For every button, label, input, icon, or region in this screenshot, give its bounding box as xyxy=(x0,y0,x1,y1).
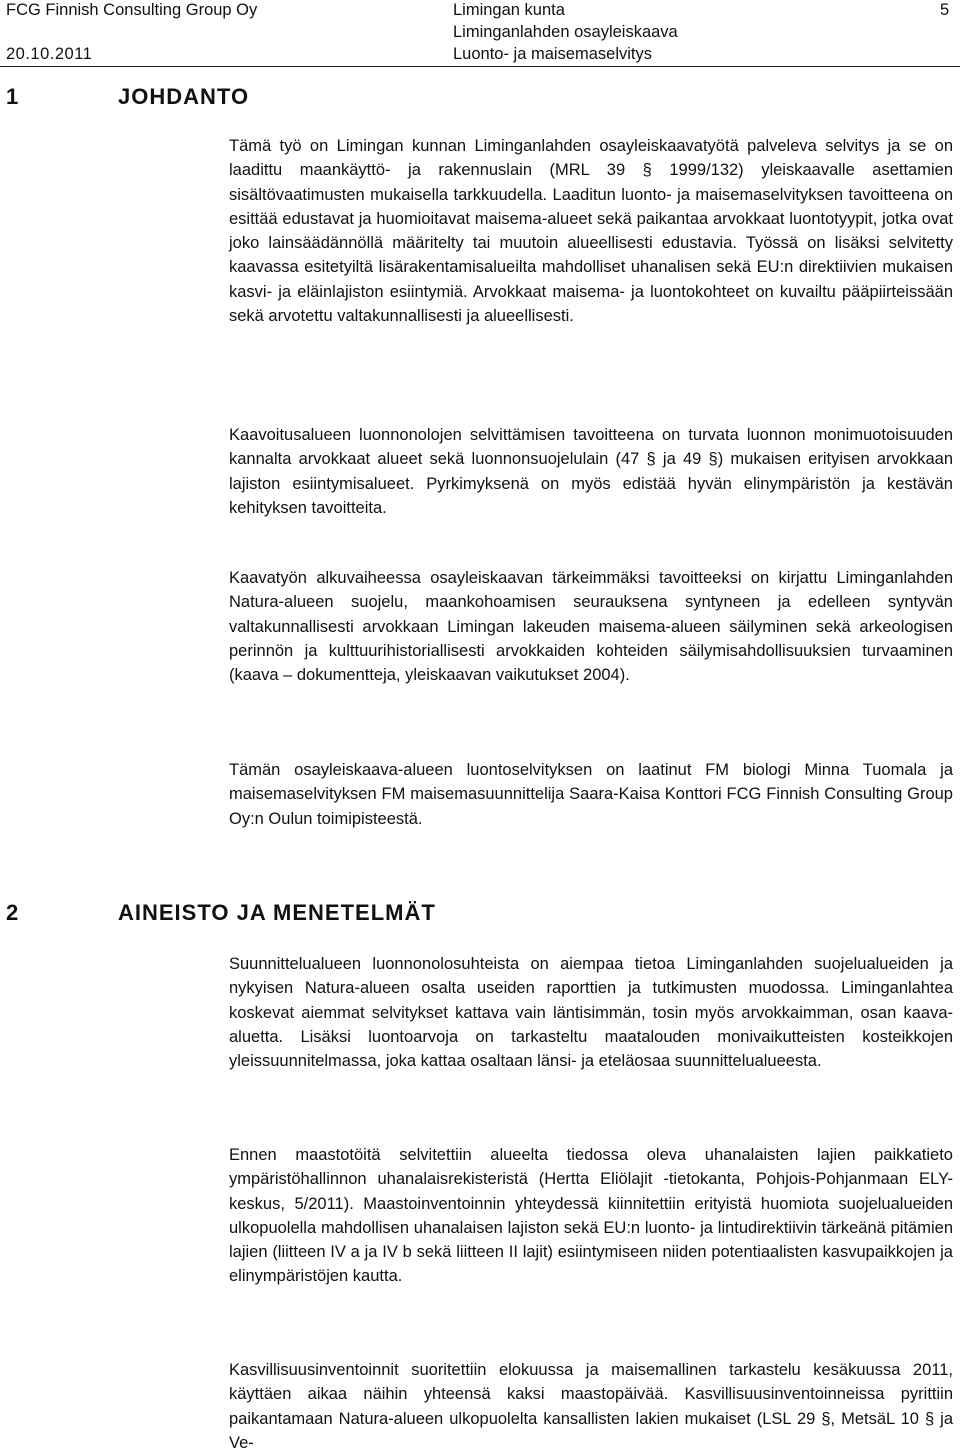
paragraph: Kaavoitusalueen luonnonolojen selvittämisen tavoitteena on turvata luonnon monimuotoisuuden kannalta arvokkaat alueet sekä luonnonsuojelulain (47 § ja 49 §) mukaisen erityisen arvokkaan lajiston esiintymisalueet. Pyrkimyksenä on myös edistää hyvän elinympäristön ja kestävän kehityksen tavoitteita. xyxy=(229,426,953,517)
header-divider xyxy=(0,66,960,67)
section-heading: JOHDANTO xyxy=(118,84,250,109)
paragraph: Suunnittelualueen luonnonolosuhteista on aiempaa tietoa Liminganlahden suojelualueiden ja nykyisen Natura-alueen osalta useiden raporttien ja tutkimusten muodossa. Liminganlahtea koskevat aiemmat selvitykset kattava vain läntisimmän, tosin myös arvokkaimman, osan kaava-aluetta. Lisäksi luontoarvoja on tarkasteltu maatalouden monivaikutteisten kosteikkojen yleissuunnitelmassa, joka kattaa osaltaan länsi- ja eteläosaa suunnittelualueesta. xyxy=(229,955,953,1071)
section-title xyxy=(0,900,436,926)
document-date: 20.10.2011 xyxy=(6,45,93,63)
plan-name: Liminganlahden osayleiskaava xyxy=(453,23,678,41)
section-number: 2 xyxy=(6,900,20,925)
paragraph: Kaavatyön alkuvaiheessa osayleiskaavan tärkeimmäksi tavoitteeksi on kirjattu Liminganlahden Natura-alueen suojelu, maankohoamisen seurauksena syntyneen ja edelleen syntyvän valtakunnallisesti arvokkaan Limingan lakeuden maisema-alueen säilyminen sekä arkeologisen perinnön ja kulttuurihistoriallisesti arvokkaiden kohteiden säilymisahdollisuuksien turvaaminen (kaava – dokumentteja, yleiskaavan vaikutukset 2004). xyxy=(229,569,953,685)
page-number: 5 xyxy=(940,1,950,19)
paragraph: Ennen maastotöitä selvitettiin alueelta tiedossa oleva uhanalaisten lajien paikkatieto ympäristöhallinnon uhanalaisrekisteristä (Hertta Eliölajit -tietokanta, Pohjois-Pohjanmaan ELY-keskus, 5/2011). Maastoinventoinnin yhteydessä kiinnitettiin erityistä huomiota suojelualueiden ulkopuolella mahdollisen uhanalaisen lajiston sekä EU:n luonto- ja lintudirektiivin tärkeänä pitämien lajien (liitteen IV a ja IV b sekä liitteen II lajit) esiintymiseen niiden potentiaalisten kasvupaikkojen ja elinympäristöjen kautta. xyxy=(229,1146,953,1286)
municipality-name: Limingan kunta xyxy=(453,1,565,19)
section-title xyxy=(0,84,249,110)
paragraph: Kasvillisuusinventoinnit suoritettiin elokuussa ja maisemallinen tarkastelu kesäkuussa 2011, käyttäen aikaa näihin yhteensä kaksi maastopäivää. Kasvillisuusinventoinneissa pyrittiin paikantamaan Natura-alueen ulkopuolelta kansallisten lakien mukaiset (LSL 29 §, MetsäL 10 § ja Ve- xyxy=(229,1361,953,1452)
section-number: 1 xyxy=(6,84,20,109)
company-name: FCG Finnish Consulting Group Oy xyxy=(6,1,258,19)
paragraph: Tämän osayleiskaava-alueen luontoselvityksen on laatinut FM biologi Minna Tuomala ja maisemaselvityksen FM maisemasuunnittelija Saara-Kaisa Konttori FCG Finnish Consulting Group Oy:n Oulun toimipisteestä. xyxy=(229,761,953,828)
report-type: Luonto- ja maisemaselvitys xyxy=(453,45,652,63)
section-heading: AINEISTO JA MENETELMÄT xyxy=(118,900,436,925)
paragraph: Tämä työ on Limingan kunnan Liminganlahden osayleiskaavatyötä palveleva selvitys ja se on laadittu maankäyttö- ja rakennuslain (MRL 39 § 1999/132) yleiskaavalle asettamien sisältövaatimusten mukaisella tarkkuudella. Laaditun luonto- ja maisemaselvityksen tavoitteena on esittää edustavat ja huomioitavat maisema-alueet sekä paikantaa arvokkaat luontotyypit, jotka ovat joko lainsäädännöllä määritelty tai muutoin alueellisesti edustavia. Työssä on lisäksi selvitetty kaavassa esitetyiltä lisärakentamisalueilta mahdolliset uhanalisen sekä EU:n direktiivien mukaisen kasvi- ja eläinlajiston esiintymiä. Arvokkaat maisema- ja luontokohteet on kuvailtu pääpiirteissään sekä arvotettu valtakunnallisesti ja alueellisesti. xyxy=(229,137,953,326)
page-header xyxy=(0,0,960,70)
